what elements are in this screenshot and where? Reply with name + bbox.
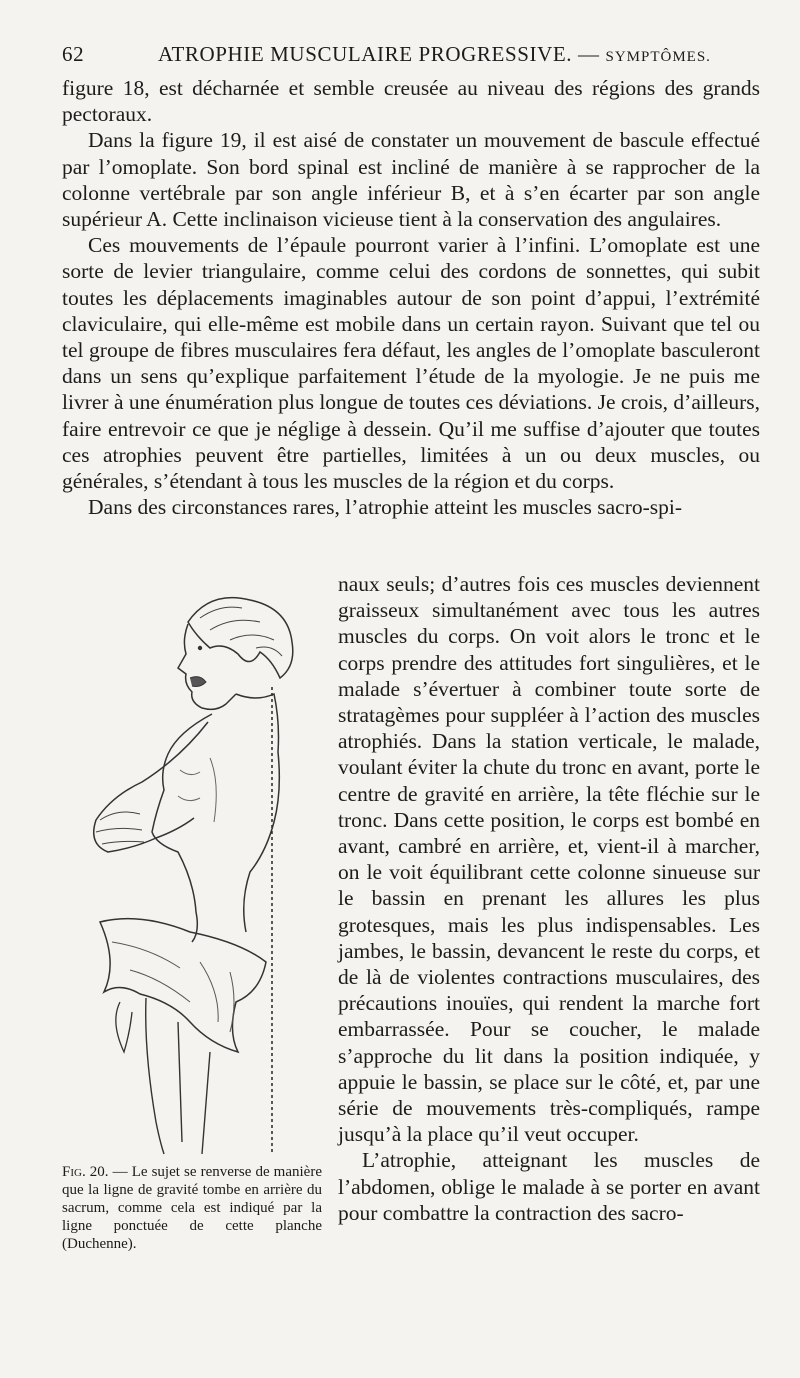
hair xyxy=(188,598,293,678)
running-title-section: SYMPTÔMES. xyxy=(605,49,711,65)
figure-caption-text: — Le sujet se renverse de manière que la ligne de gravité tombe en arrière du sacrum, comme cela est indiqué par la ligne ponctuée de cette planche (Duchenne). xyxy=(62,1164,322,1252)
running-header xyxy=(62,38,762,68)
page-number: 62 xyxy=(62,42,85,66)
drapery xyxy=(100,919,266,1052)
paragraph: L’atrophie, atteignant les muscles de l’abdomen, oblige le malade à se porter en avant pour combattre la contraction des sacro- xyxy=(338,1148,760,1225)
paragraph: Dans des circonstances rares, l’atrophie atteint les muscles sacro-spi- xyxy=(88,495,683,520)
body-text xyxy=(62,75,760,520)
torso-front xyxy=(152,714,212,942)
figure-caption xyxy=(62,1163,322,1253)
neck-back xyxy=(236,694,279,932)
paragraph: Dans la figure 19, il est aisé de constater un mouvement de bascule effectué par l’omoplate. Son bord spinal est incliné de manière à se rapprocher de la colonne vertébrale par son angle inférieur B, et à s’en écarter par son angle supérieur A. Cette inclinaison vicieuse tient à la conservation des angulaires. xyxy=(62,128,760,232)
figure-label: Fig. 20. xyxy=(62,1164,109,1180)
running-title xyxy=(158,42,711,67)
paragraph: naux seuls; d’autres fois ces muscles deviennent graisseux simultanément avec tous les autres muscles du corps. On voit alors le tronc et le corps prendre des attitudes fort singulières, et le malade s’évertuer à combiner toute sorte de stratagèmes pour suppléer à l’action des muscles atrophiés. Dans la station verticale, le malade, voulant éviter la chute du tronc en avant, porte le centre de gravité en arrière, la tête fléchie sur le tronc. Dans cette position, le corps est bombé en avant, cambré en arrière, et, vient-il à marcher, on le voit équilibrant cette colonne sinueuse sur le bassin en prenant les allures les plus grotesques, mais les plus indispensables. Les jambes, le bassin, devancent le reste du corps, et de là de violentes contractions musculaires, des précautions inouïes, qui rendent la marche fort embarrassée. Pour se coucher, le malade s’approche du lit dans la position indiquée, y appuie le bassin, se place sur le côté, et, par une série de mouvements très-compliqués, rampe jusqu’à la place qu’il veut occuper. xyxy=(338,572,760,1147)
wrapped-body-text xyxy=(338,571,760,1226)
paragraph: Ces mouvements de l’épaule pourront varier à l’infini. L’omoplate est une sorte de levier triangulaire, comme celui des cordons de sonnettes, qui subit toutes les déplacements imaginables autour de son point d’appui, l’extrémité claviculaire, qui elle-même est mobile dans un certain rayon. Suivant que tel ou tel groupe de fibres musculaires fera défaut, les angles de l’omoplate basculeront dans un sens qu’explique parfaitement l’étude de la myologie. Je ne puis me livrer à une énumération plus longue de toutes ces déviations. Je crois, d’ailleurs, faire entrevoir ce que je néglige à dessein. Qu’il me suffise d’ajouter que toutes ces atrophies peuvent être partielles, limitées à un ou deux muscles, ou générales, s’étendant à tous les muscles de la région et du corps. xyxy=(62,233,760,494)
face xyxy=(178,624,236,709)
running-title-main: ATROPHIE MUSCULAIRE PROGRESSIVE. — xyxy=(158,42,600,66)
arm xyxy=(94,722,208,852)
paragraph: figure 18, est décharnée et semble creusée au niveau des régions des grands pectoraux. xyxy=(62,76,760,127)
figure-illustration xyxy=(60,582,330,1162)
legs xyxy=(146,998,210,1154)
